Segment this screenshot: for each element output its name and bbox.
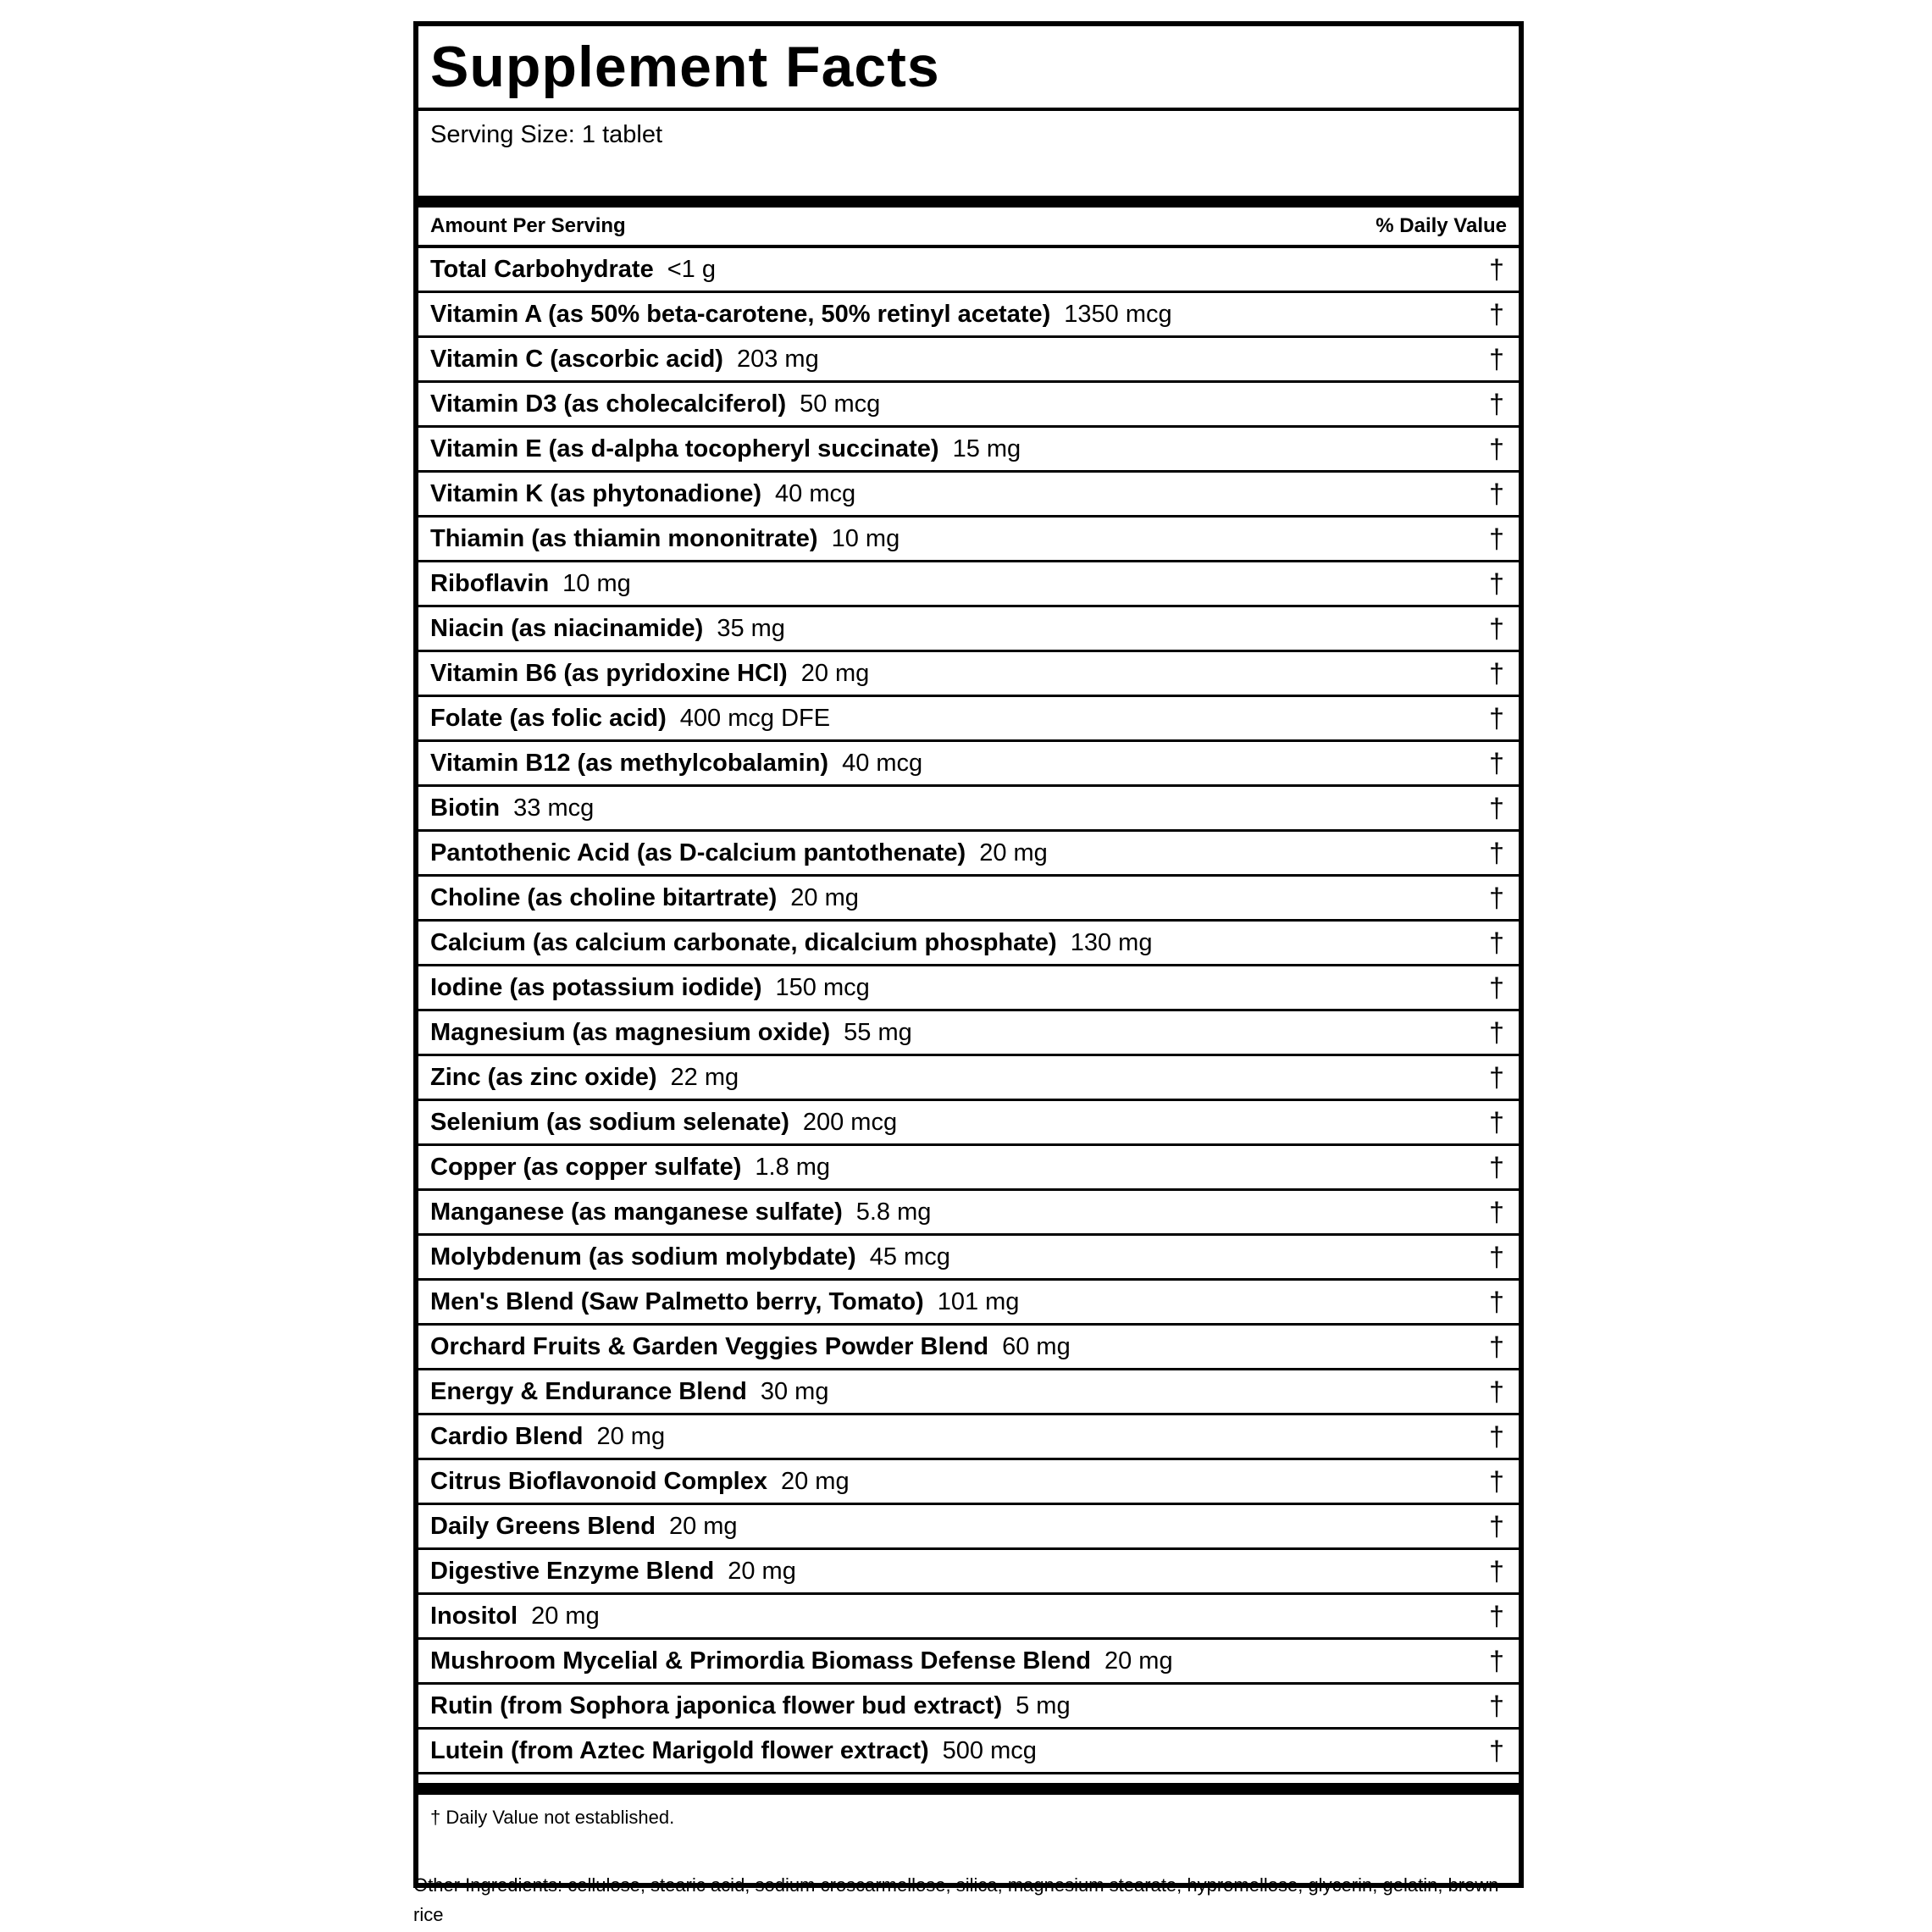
nutrient-info <box>430 1154 830 1182</box>
daily-value-dagger: † <box>1489 792 1504 823</box>
nutrient-row <box>418 607 1519 652</box>
daily-value-footnote: † Daily Value not established. <box>430 1807 675 1828</box>
nutrient-info <box>430 1468 850 1496</box>
nutrient-info <box>430 839 1048 867</box>
daily-value-dagger: † <box>1489 972 1504 1003</box>
nutrient-amount: 35 mg <box>717 614 785 642</box>
nutrient-name: Magnesium (as magnesium oxide) <box>430 1018 831 1046</box>
nutrient-amount: 20 mg <box>531 1602 600 1630</box>
nutrient-name: Vitamin B12 (as methylcobalamin) <box>430 749 829 777</box>
nutrient-info <box>430 1647 1173 1675</box>
nutrient-row <box>418 652 1519 697</box>
nutrient-name: Riboflavin <box>430 569 550 597</box>
nutrient-row <box>418 877 1519 922</box>
nutrient-amount: 60 mg <box>1002 1332 1071 1360</box>
nutrient-info <box>430 346 819 374</box>
nutrient-row <box>418 473 1519 518</box>
nutrient-amount: <1 g <box>667 255 716 283</box>
daily-value-dagger: † <box>1489 657 1504 689</box>
nutrient-row <box>418 1595 1519 1640</box>
nutrient-amount: 5.8 mg <box>855 1198 932 1226</box>
nutrient-name: Orchard Fruits & Garden Veggies Powder Blend <box>430 1332 989 1360</box>
column-header-row <box>418 208 1519 248</box>
nutrient-row <box>418 293 1519 338</box>
nutrient-info <box>430 974 870 1002</box>
nutrient-info <box>430 750 922 778</box>
nutrient-row <box>418 1191 1519 1236</box>
nutrient-row <box>418 1415 1519 1460</box>
nutrient-info <box>430 1199 931 1226</box>
daily-value-dagger: † <box>1489 1016 1504 1048</box>
nutrient-row <box>418 1640 1519 1685</box>
nutrient-row <box>418 966 1519 1011</box>
nutrient-info <box>430 1333 1071 1361</box>
nutrient-name: Daily Greens Blend <box>430 1512 656 1540</box>
nutrient-amount: 5 mg <box>1016 1691 1071 1719</box>
nutrient-name: Choline (as choline bitartrate) <box>430 883 778 911</box>
nutrient-amount: 20 mg <box>728 1557 796 1585</box>
daily-value-dagger: † <box>1489 1241 1504 1272</box>
supplement-facts-panel <box>413 21 1524 1888</box>
nutrient-info <box>430 1064 739 1092</box>
nutrient-row <box>418 1146 1519 1191</box>
nutrient-name: Calcium (as calcium carbonate, dicalcium phosphate) <box>430 928 1057 956</box>
nutrient-amount: 55 mg <box>844 1018 912 1046</box>
nutrient-amount: 40 mcg <box>775 479 856 507</box>
daily-value-dagger: † <box>1489 1196 1504 1227</box>
nutrient-amount: 50 mcg <box>800 390 881 418</box>
nutrient-name: Molybdenum (as sodium molybdate) <box>430 1243 856 1270</box>
nutrient-row <box>418 248 1519 293</box>
nutrient-name: Vitamin B6 (as pyridoxine HCl) <box>430 659 788 687</box>
nutrient-row <box>418 562 1519 607</box>
nutrient-amount: 33 mcg <box>513 794 595 822</box>
nutrient-amount: 500 mcg <box>942 1736 1037 1764</box>
daily-value-dagger: † <box>1489 1645 1504 1676</box>
nutrient-info <box>430 705 830 733</box>
nutrient-row <box>418 428 1519 473</box>
nutrient-name: Vitamin K (as phytonadione) <box>430 479 762 507</box>
nutrient-row <box>418 832 1519 877</box>
nutrient-amount: 400 mcg DFE <box>679 704 831 732</box>
nutrient-row <box>418 787 1519 832</box>
nutrient-row <box>418 1460 1519 1505</box>
nutrient-amount: 1350 mcg <box>1064 300 1172 328</box>
nutrient-info <box>430 1513 738 1541</box>
daily-value-dagger: † <box>1489 1465 1504 1497</box>
nutrient-info <box>430 929 1152 957</box>
nutrient-row <box>418 1370 1519 1415</box>
nutrient-info <box>430 435 1021 463</box>
nutrient-info <box>430 1288 1019 1316</box>
nutrient-amount: 20 mg <box>780 1467 850 1495</box>
nutrient-row <box>418 1281 1519 1326</box>
nutrient-name: Iodine (as potassium iodide) <box>430 973 762 1001</box>
nutrient-info <box>430 1603 600 1630</box>
nutrient-row <box>418 1550 1519 1595</box>
daily-value-dagger: † <box>1489 1106 1504 1138</box>
daily-value-dagger: † <box>1489 837 1504 868</box>
nutrient-info <box>430 480 855 508</box>
nutrient-info <box>430 1109 897 1137</box>
nutrient-info <box>430 301 1172 329</box>
nutrient-amount: 45 mcg <box>869 1243 950 1270</box>
nutrient-name: Lutein (from Aztec Marigold flower extract) <box>430 1736 929 1764</box>
nutrient-name: Manganese (as manganese sulfate) <box>430 1198 843 1226</box>
nutrient-amount: 130 mg <box>1070 928 1153 956</box>
nutrient-name: Vitamin A (as 50% beta-carotene, 50% retinyl acetate) <box>430 300 1051 328</box>
nutrient-row <box>418 338 1519 383</box>
nutrient-row <box>418 697 1519 742</box>
nutrient-row <box>418 1056 1519 1101</box>
nutrient-name: Biotin <box>430 794 501 822</box>
nutrient-info <box>430 884 859 912</box>
daily-value-dagger: † <box>1489 567 1504 599</box>
nutrient-amount: 10 mg <box>562 569 631 597</box>
nutrient-row <box>418 1236 1519 1281</box>
nutrient-amount: 20 mg <box>596 1422 666 1450</box>
nutrient-amount: 15 mg <box>952 435 1021 462</box>
nutrient-row <box>418 383 1519 428</box>
nutrient-amount: 200 mcg <box>802 1108 898 1136</box>
nutrient-amount: 22 mg <box>670 1063 739 1091</box>
daily-value-dagger: † <box>1489 433 1504 464</box>
daily-value-dagger: † <box>1489 1510 1504 1542</box>
nutrient-amount: 203 mg <box>736 345 819 373</box>
nutrient-name: Rutin (from Sophora japonica flower bud extract) <box>430 1691 1003 1719</box>
nutrient-amount: 40 mcg <box>842 749 923 777</box>
nutrient-info <box>430 1423 665 1451</box>
nutrient-name: Zinc (as zinc oxide) <box>430 1063 657 1091</box>
nutrient-info <box>430 1737 1037 1765</box>
serving-size: Serving Size: 1 tablet <box>418 111 1519 208</box>
nutrient-name: Cardio Blend <box>430 1422 584 1450</box>
nutrient-info <box>430 525 900 553</box>
nutrient-name: Vitamin E (as d-alpha tocopheryl succinate) <box>430 435 939 462</box>
daily-value-dagger: † <box>1489 523 1504 554</box>
divider-bar <box>418 1774 1519 1795</box>
nutrient-name: Thiamin (as thiamin mononitrate) <box>430 524 818 552</box>
daily-value-dagger: † <box>1489 343 1504 374</box>
nutrient-amount: 10 mg <box>831 524 900 552</box>
nutrient-row <box>418 1505 1519 1550</box>
nutrient-name: Copper (as copper sulfate) <box>430 1153 742 1181</box>
nutrient-info <box>430 1378 828 1406</box>
nutrient-row <box>418 1326 1519 1370</box>
daily-value-dagger: † <box>1489 882 1504 913</box>
nutrient-amount: 20 mg <box>790 883 859 911</box>
nutrient-info <box>430 660 869 688</box>
nutrient-info <box>430 256 716 284</box>
nutrient-row <box>418 742 1519 787</box>
nutrient-row <box>418 518 1519 562</box>
daily-value-dagger: † <box>1489 298 1504 329</box>
nutrient-name: Inositol <box>430 1602 518 1630</box>
nutrient-amount: 30 mg <box>760 1377 829 1405</box>
daily-value-dagger: † <box>1489 388 1504 419</box>
nutrient-name: Mushroom Mycelial & Primordia Biomass Defense Blend <box>430 1647 1091 1675</box>
nutrient-info <box>430 390 880 418</box>
daily-value-dagger: † <box>1489 1151 1504 1182</box>
nutrient-row <box>418 1011 1519 1056</box>
nutrient-info <box>430 570 631 598</box>
nutrient-name: Niacin (as niacinamide) <box>430 614 704 642</box>
nutrient-info <box>430 794 594 822</box>
nutrient-name: Citrus Bioflavonoid Complex <box>430 1467 767 1495</box>
other-ingredients: Other Ingredients: cellulose, stearic acid, sodium croscarmellose, silica, magnesium stearate, hypromellose, glycerin, gelatin, brown rice <box>413 1874 1499 1925</box>
daily-value-dagger: † <box>1489 1376 1504 1407</box>
nutrient-row <box>418 922 1519 966</box>
nutrient-name: Men's Blend (Saw Palmetto berry, Tomato) <box>430 1287 924 1315</box>
daily-value-dagger: † <box>1489 927 1504 958</box>
nutrient-list <box>418 248 1519 1774</box>
daily-value-dagger: † <box>1489 702 1504 733</box>
daily-value-dagger: † <box>1489 1735 1504 1766</box>
nutrient-name: Energy & Endurance Blend <box>430 1377 747 1405</box>
daily-value-header: % Daily Value <box>1376 214 1507 237</box>
daily-value-dagger: † <box>1489 1061 1504 1093</box>
nutrient-info <box>430 1019 912 1047</box>
nutrient-name: Folate (as folic acid) <box>430 704 667 732</box>
daily-value-dagger: † <box>1489 253 1504 285</box>
nutrient-name: Selenium (as sodium selenate) <box>430 1108 789 1136</box>
nutrient-name: Pantothenic Acid (as D-calcium pantothenate) <box>430 839 966 866</box>
daily-value-dagger: † <box>1489 1690 1504 1721</box>
nutrient-amount: 20 mg <box>1104 1647 1173 1675</box>
daily-value-dagger: † <box>1489 1331 1504 1362</box>
nutrient-amount: 101 mg <box>937 1287 1020 1315</box>
nutrient-row <box>418 1730 1519 1774</box>
panel-title: Supplement Facts <box>418 26 1519 111</box>
daily-value-dagger: † <box>1489 1600 1504 1631</box>
nutrient-info <box>430 1558 796 1586</box>
nutrient-name: Vitamin C (ascorbic acid) <box>430 345 723 373</box>
daily-value-dagger: † <box>1489 747 1504 778</box>
nutrient-row <box>418 1685 1519 1730</box>
daily-value-dagger: † <box>1489 1286 1504 1317</box>
nutrient-name: Total Carbohydrate <box>430 255 654 283</box>
nutrient-info <box>430 615 785 643</box>
nutrient-name: Digestive Enzyme Blend <box>430 1557 715 1585</box>
daily-value-dagger: † <box>1489 1420 1504 1452</box>
daily-value-dagger: † <box>1489 478 1504 509</box>
amount-per-serving-header: Amount Per Serving <box>430 214 626 237</box>
nutrient-info <box>430 1243 950 1271</box>
daily-value-dagger: † <box>1489 612 1504 644</box>
nutrient-amount: 20 mg <box>800 659 870 687</box>
nutrient-amount: 1.8 mg <box>755 1153 831 1181</box>
nutrient-amount: 20 mg <box>979 839 1048 866</box>
nutrient-amount: 150 mcg <box>775 973 870 1001</box>
nutrient-row <box>418 1101 1519 1146</box>
nutrient-name: Vitamin D3 (as cholecalciferol) <box>430 390 787 418</box>
nutrient-amount: 20 mg <box>668 1512 738 1540</box>
nutrient-info <box>430 1692 1071 1720</box>
daily-value-dagger: † <box>1489 1555 1504 1586</box>
